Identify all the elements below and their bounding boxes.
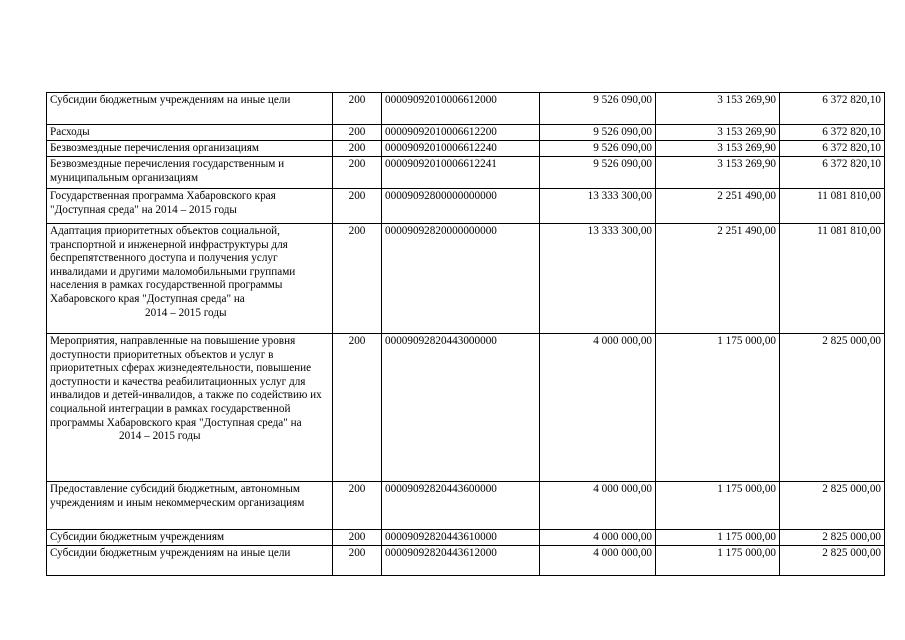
row-code: 00009092010006612200 [382, 125, 540, 141]
table-row [47, 224, 885, 334]
row-krs: 200 [333, 93, 382, 125]
budget-table [46, 92, 885, 576]
row-krs: 200 [333, 530, 382, 546]
row-code: 00009092010006612240 [382, 141, 540, 157]
table-row [47, 482, 885, 530]
row-executed: 1 175 000,00 [656, 334, 780, 482]
row-name: Государственная программа Хабаровского края "Доступная среда" на 2014 – 2015 годы [47, 189, 333, 224]
row-name-years: 2014 – 2015 годы [119, 430, 201, 443]
row-krs: 200 [333, 141, 382, 157]
row-remaining: 6 372 820,10 [780, 141, 885, 157]
table-row [47, 546, 885, 576]
row-remaining: 2 825 000,00 [780, 546, 885, 576]
row-remaining: 2 825 000,00 [780, 482, 885, 530]
table-row [47, 530, 885, 546]
row-name: Расходы [47, 125, 333, 141]
row-name: Предоставление субсидий бюджетным, автономным учреждениям и иным некоммерческим организациям [47, 482, 333, 530]
row-name: Безвозмездные перечисления организациям [47, 141, 333, 157]
row-krs: 200 [333, 157, 382, 189]
row-name: Субсидии бюджетным учреждениям на иные цели [47, 93, 333, 125]
row-executed: 1 175 000,00 [656, 530, 780, 546]
row-approved: 4 000 000,00 [540, 482, 656, 530]
row-approved: 9 526 090,00 [540, 157, 656, 189]
row-krs: 200 [333, 482, 382, 530]
row-code: 00009092010006612000 [382, 93, 540, 125]
row-approved: 4 000 000,00 [540, 530, 656, 546]
row-executed: 1 175 000,00 [656, 482, 780, 530]
row-krs: 200 [333, 125, 382, 141]
row-name-part: Адаптация приоритетных объектов социальной, транспортной и инженерной инфраструктуры для беспрепятственного доступа и получения услуг инвалидами и другими маломобильными группами населения в рамках государственной программы Хабаровского края "Доступная среда" на [50, 225, 296, 305]
table-row [47, 157, 885, 189]
row-name: Субсидии бюджетным учреждениям [47, 530, 333, 546]
table-row [47, 125, 885, 141]
row-executed: 3 153 269,90 [656, 141, 780, 157]
row-krs: 200 [333, 224, 382, 334]
row-code: 00009092820443000000 [382, 334, 540, 482]
row-krs: 200 [333, 189, 382, 224]
row-approved: 13 333 300,00 [540, 189, 656, 224]
row-approved: 4 000 000,00 [540, 546, 656, 576]
row-executed: 1 175 000,00 [656, 546, 780, 576]
row-code: 00009092820443600000 [382, 482, 540, 530]
row-name: Субсидии бюджетным учреждениям на иные цели [47, 546, 333, 576]
row-approved: 9 526 090,00 [540, 141, 656, 157]
row-remaining: 2 825 000,00 [780, 530, 885, 546]
row-krs: 200 [333, 546, 382, 576]
row-executed: 3 153 269,90 [656, 93, 780, 125]
row-approved: 9 526 090,00 [540, 125, 656, 141]
row-name: Безвозмездные перечисления государственным и муниципальным организациям [47, 157, 333, 189]
row-name-part: Мероприятия, направленные на повышение уровня доступности приоритетных объектов и услуг в приоритетных сферах жизнедеятельности, повышение доступности и качества реабилитационных услуг для инвалидов и детей-инвалидов, а также по содействию их социальной интеграции в рамках государственной программы Хабаровского края "Доступная среда" на [50, 335, 322, 429]
table-row [47, 93, 885, 125]
row-code: 00009092820443610000 [382, 530, 540, 546]
row-name-years: 2014 – 2015 годы [145, 306, 227, 319]
row-code: 00009092800000000000 [382, 189, 540, 224]
table-row [47, 189, 885, 224]
row-remaining: 11 081 810,00 [780, 224, 885, 334]
row-remaining: 6 372 820,10 [780, 93, 885, 125]
row-executed: 3 153 269,90 [656, 157, 780, 189]
row-executed: 2 251 490,00 [656, 224, 780, 334]
row-executed: 3 153 269,90 [656, 125, 780, 141]
row-executed: 2 251 490,00 [656, 189, 780, 224]
row-remaining: 2 825 000,00 [780, 334, 885, 482]
row-remaining: 6 372 820,10 [780, 125, 885, 141]
row-approved: 9 526 090,00 [540, 93, 656, 125]
table-row [47, 334, 885, 482]
row-code: 00009092820443612000 [382, 546, 540, 576]
row-code: 00009092820000000000 [382, 224, 540, 334]
row-approved: 13 333 300,00 [540, 224, 656, 334]
row-krs: 200 [333, 334, 382, 482]
row-name [47, 224, 333, 334]
table-row [47, 141, 885, 157]
row-remaining: 11 081 810,00 [780, 189, 885, 224]
row-remaining: 6 372 820,10 [780, 157, 885, 189]
row-code: 00009092010006612241 [382, 157, 540, 189]
row-name [47, 334, 333, 482]
row-approved: 4 000 000,00 [540, 334, 656, 482]
